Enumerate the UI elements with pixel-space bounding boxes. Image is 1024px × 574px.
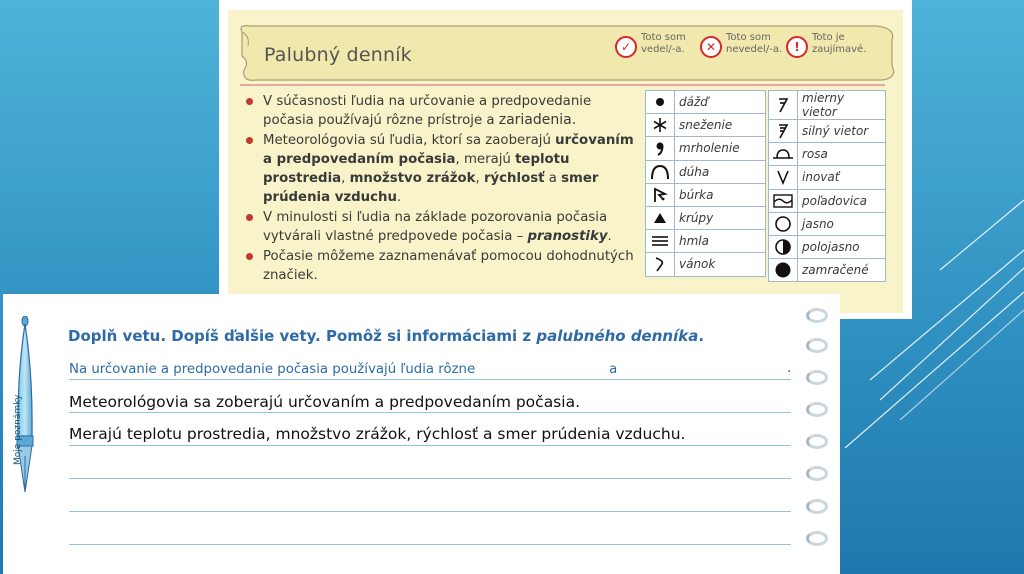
- wind-three-barbs-symbol-icon: [769, 120, 798, 143]
- handwritten-answer[interactable]: Merajú teplotu prostredia, množstvo zrážok, rýchlosť a smer prúdenia vzduchu.: [69, 425, 686, 443]
- wind-two-barbs-symbol-icon: [769, 91, 798, 120]
- symbol-label: jasno: [798, 212, 886, 235]
- symbol-label: vánok: [675, 253, 766, 276]
- fill-in-sentence-end: .: [787, 360, 792, 376]
- spiral-ring: [806, 308, 828, 323]
- spiral-ring: [806, 499, 828, 514]
- flood-symbol-icon: [769, 189, 798, 212]
- legend-known: [615, 32, 707, 58]
- writing-line[interactable]: [69, 478, 791, 479]
- symbol-label: rosa: [798, 143, 886, 166]
- arc-symbol-icon: [646, 160, 675, 183]
- fact-item: Meteorológovia sú ľudia, ktorí sa zaoberajú určovaním a predpovedaním počasia, merajú teplotu prostredia, množstvo zrážok, rýchlosť a smer prúdenia vzduchu.: [243, 131, 638, 207]
- table-row: [646, 91, 766, 114]
- check-circle-icon: ✓: [615, 36, 637, 58]
- table-row: [646, 206, 766, 229]
- symbol-label: krúpy: [675, 206, 766, 229]
- fill-in-sentence: Na určovanie a predpovedanie počasia používajú ľudia rôzne a: [69, 362, 618, 377]
- symbol-label: poľadovica: [798, 189, 886, 212]
- three-lines-symbol-icon: [646, 230, 675, 253]
- table-row: [769, 91, 886, 120]
- spiral-ring: [806, 402, 828, 417]
- table-row: [769, 120, 886, 143]
- wind-stroke-symbol-icon: [646, 253, 675, 276]
- triangle-symbol-icon: [646, 206, 675, 229]
- table-row: [769, 259, 886, 282]
- spiral-ring: [806, 531, 828, 546]
- table-row: [769, 212, 886, 235]
- symbol-label: hmla: [675, 230, 766, 253]
- table-row: [646, 230, 766, 253]
- table-row: [646, 183, 766, 206]
- symbol-label: zamračené: [798, 259, 886, 282]
- weather-symbols-table-right: [768, 90, 886, 282]
- symbol-label: silný vietor: [798, 120, 886, 143]
- task-heading: Doplň vetu. Dopíš ďalšie vety. Pomôž si informáciami z palubného denníka.: [68, 327, 705, 345]
- table-row: [646, 253, 766, 276]
- symbol-label: dúha: [675, 160, 766, 183]
- spiral-ring: [806, 338, 828, 353]
- asterisk-symbol-icon: [646, 114, 675, 137]
- legend-interesting: [786, 32, 878, 58]
- circle-full-symbol-icon: [769, 259, 798, 282]
- symbol-label: inovať: [798, 166, 886, 189]
- spiral-ring: [806, 466, 828, 481]
- handwritten-answer[interactable]: Meteorológovia sa zoberajú určovaním a predpovedaním počasia.: [69, 393, 580, 411]
- x-circle-icon: ✕: [700, 36, 722, 58]
- writing-line: [69, 412, 791, 413]
- table-row: [646, 137, 766, 160]
- logbook-panel: [219, 0, 912, 319]
- fact-item: V minulosti si ľudia na základe pozorovania počasia vytvárali vlastné predpovede počasia – pranostiky.: [243, 208, 638, 246]
- legend-unknown-text: Toto som nevedel/-a.: [726, 32, 783, 55]
- divider: [240, 84, 885, 86]
- logbook-title: Palubný denník: [264, 44, 412, 66]
- storm-flag-symbol-icon: [646, 183, 675, 206]
- weather-symbols-table-left: [645, 90, 766, 277]
- symbol-label: mierny vietor: [798, 91, 886, 120]
- symbol-label: sneženie: [675, 114, 766, 137]
- spiral-ring: [806, 370, 828, 385]
- table-row: [769, 166, 886, 189]
- notebook-panel: [3, 294, 840, 574]
- legend-interesting-text: Toto je zaujímavé.: [812, 32, 867, 55]
- table-row: [646, 160, 766, 183]
- table-row: [769, 189, 886, 212]
- circle-half-symbol-icon: [769, 235, 798, 258]
- table-row: [769, 143, 886, 166]
- logbook-content: [228, 10, 903, 313]
- dew-symbol-icon: [769, 143, 798, 166]
- dot-symbol-icon: [646, 91, 675, 114]
- symbol-label: mrholenie: [675, 137, 766, 160]
- circle-empty-symbol-icon: [769, 212, 798, 235]
- fact-list: [243, 92, 638, 286]
- symbol-label: búrka: [675, 183, 766, 206]
- writing-line[interactable]: [69, 544, 791, 545]
- table-row: [646, 114, 766, 137]
- writing-line: [69, 379, 791, 380]
- exclamation-circle-icon: !: [786, 36, 808, 58]
- writing-line: [69, 445, 791, 446]
- legend-unknown: [700, 32, 792, 58]
- fact-item: V súčasnosti ľudia na určovanie a predpovedanie počasia používajú rôzne prístroje a zariadenia.: [243, 92, 638, 130]
- fact-item: Počasie môžeme zaznamenávať pomocou dohodnutých značiek.: [243, 247, 638, 285]
- v-symbol-icon: [769, 166, 798, 189]
- pen-label: Moje poznámky: [13, 394, 23, 466]
- spiral-ring: [806, 434, 828, 449]
- writing-line[interactable]: [69, 511, 791, 512]
- table-row: [769, 235, 886, 258]
- symbol-label: dážď: [675, 91, 766, 114]
- legend-known-text: Toto som vedel/-a.: [641, 32, 686, 55]
- comma-symbol-icon: [646, 137, 675, 160]
- symbol-label: polojasno: [798, 235, 886, 258]
